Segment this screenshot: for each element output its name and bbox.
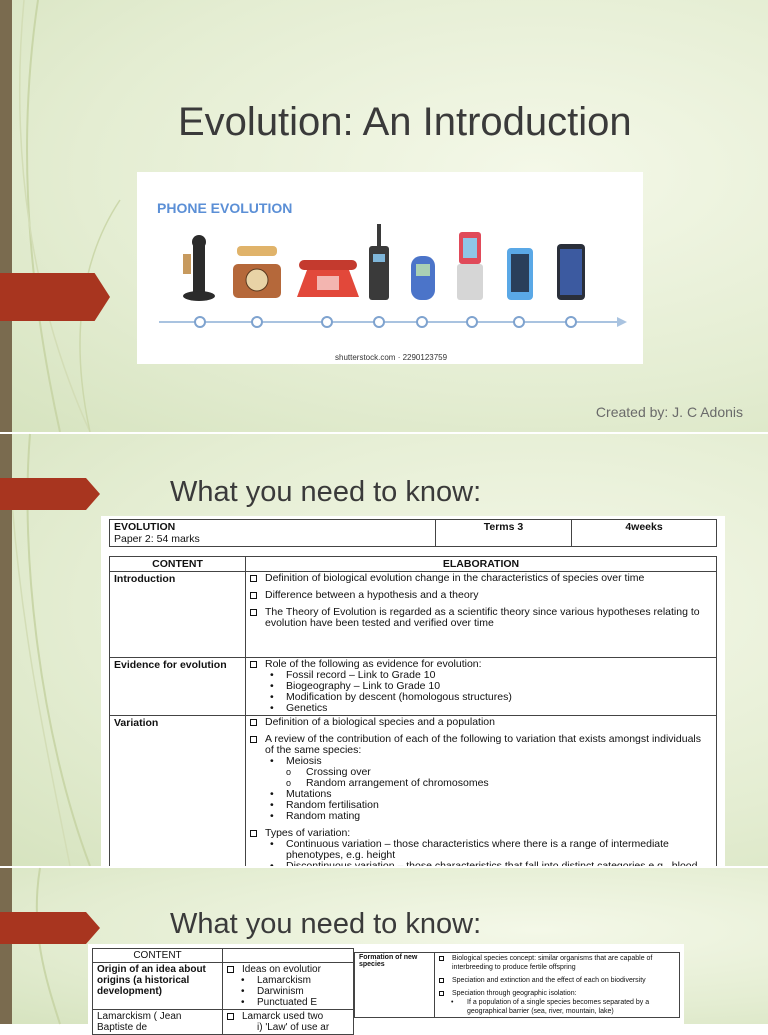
checkbox-icon [250, 661, 257, 668]
bullet-item: • If a population of a single species becomes separated by a geographical barrier (sea, river, mountain, lake) [439, 998, 675, 1016]
checkbox-icon [227, 1013, 234, 1020]
sub-bullet-item: o Random arrangement of chromosomes [250, 778, 712, 789]
accent-arrow [0, 273, 110, 321]
phone-evolution-image [137, 172, 643, 364]
subject-label: EVOLUTION [114, 521, 176, 533]
content-table [109, 556, 717, 885]
checkbox-icon [250, 830, 257, 837]
col-content-header: CONTENT [93, 949, 223, 963]
row-content: Evidence for evolution [110, 658, 246, 716]
accent-arrow [0, 478, 100, 510]
list-item: Speciation through geographic isolation: [439, 989, 675, 998]
bullet-item: • Lamarckism [227, 975, 349, 986]
bullet-item: • Fossil record – Link to Grade 10 [250, 670, 712, 681]
author-credit: Created by: J. C Adonis [595, 404, 743, 420]
list-item-tail: i) 'Law' of use ar [257, 1022, 330, 1033]
image-source: shutterstock.com · 2290123759 [335, 353, 448, 362]
left-bar [0, 0, 12, 432]
bullet-item: • Meiosis [250, 756, 712, 767]
list-item: Lamarck used two [227, 1011, 349, 1022]
right-table [354, 952, 680, 1018]
bullet-item: • Random fertilisation [250, 800, 712, 811]
slide-3-title: What you need to know: [170, 908, 482, 940]
col-elaboration-header: ELABORATION [246, 557, 717, 572]
list-item: The Theory of Evolution is regarded as a scientific theory since various hypotheses relating to evolution have been tested and verified over time [250, 607, 712, 629]
paper-label: Paper 2: 54 marks [114, 533, 200, 545]
bullet-item: • Darwinism [227, 986, 349, 997]
checkbox-icon [250, 719, 257, 726]
header-table [109, 519, 717, 547]
row-content: Variation [110, 716, 246, 885]
checkbox-icon [227, 966, 234, 973]
left-bar [0, 868, 12, 1024]
curriculum-table-2 [88, 944, 684, 1033]
list-item: Ideas on evolutior [227, 964, 349, 975]
checkbox-icon [250, 575, 257, 582]
bullet-item: • Mutations [250, 789, 712, 800]
checkbox-icon [439, 956, 444, 961]
checkbox-icon [250, 609, 257, 616]
col-content-header: CONTENT [110, 557, 246, 572]
terms-label: Terms 3 [436, 520, 572, 547]
list-item: Role of the following as evidence for evolution: [250, 659, 712, 670]
accent-arrow [0, 912, 100, 944]
checkbox-icon [439, 978, 444, 983]
list-item: A review of the contribution of each of the following to variation that exists amongst individuals of the same species: [250, 734, 712, 756]
list-item: Speciation and extinction and the effect of each on biodiversity [439, 976, 675, 985]
bullet-item: • Biogeography – Link to Grade 10 [250, 681, 712, 692]
slide-title: Evolution: An Introduction [178, 100, 632, 144]
slide-2-title: What you need to know: [170, 476, 482, 508]
row-content: Formation of new species [355, 953, 435, 1018]
checkbox-icon [250, 592, 257, 599]
bullet-item: • Random mating [250, 811, 712, 822]
bullet-item: • Punctuated E [227, 997, 349, 1008]
sub-bullet-item: o Crossing over [250, 767, 712, 778]
list-item: Definition of a biological species and a population [250, 717, 712, 728]
curriculum-table [101, 516, 725, 866]
left-table [92, 948, 354, 1035]
row-content: Origin of an idea about origins (a historical development) [97, 964, 206, 997]
checkbox-icon [439, 991, 444, 996]
bullet-item: • Modification by descent (homologous structures) [250, 692, 712, 703]
bullet-item: • Continuous variation – those characteristics where there is a range of intermediate phenotypes, e.g. height [250, 839, 712, 861]
weeks-label: 4weeks [572, 520, 717, 547]
list-item: Types of variation: [250, 828, 712, 839]
phones-illustration [137, 172, 643, 364]
list-item: Difference between a hypothesis and a theory [250, 590, 712, 601]
image-heading: PHONE EVOLUTION [157, 200, 293, 216]
row-content: Lamarckism ( Jean Baptiste de [93, 1010, 223, 1035]
list-item: Definition of biological evolution change in the characteristics of species over time [250, 573, 712, 584]
row-content: Introduction [110, 572, 246, 658]
slide-1 [0, 0, 768, 432]
list-item: Biological species concept: similar organisms that are capable of interbreeding to produce fertile offspring [439, 954, 675, 972]
checkbox-icon [250, 736, 257, 743]
bullet-item: • Genetics [250, 703, 712, 714]
